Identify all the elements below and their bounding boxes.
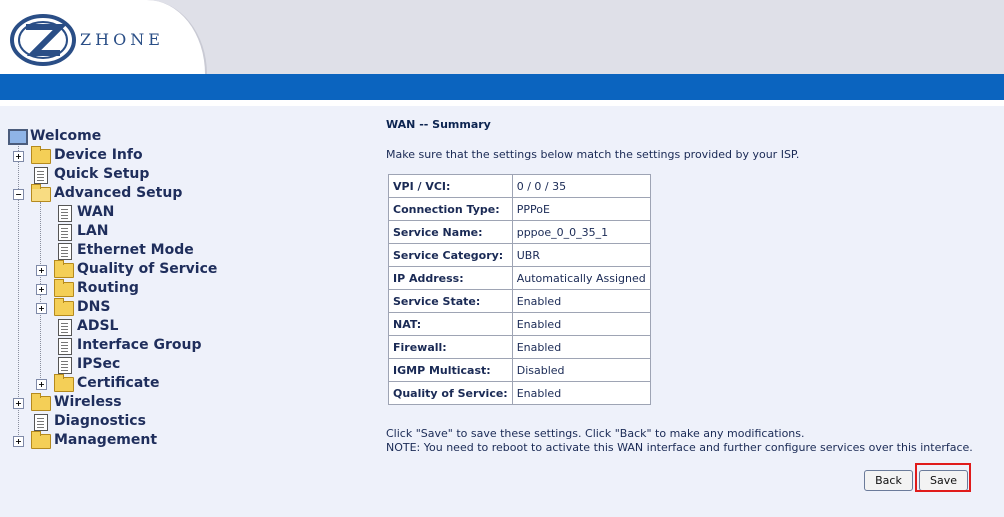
nav-label: Diagnostics [54, 413, 146, 429]
page-icon [34, 414, 48, 431]
folder-icon [54, 377, 74, 392]
nav-label: DNS [77, 299, 111, 315]
nav-label: Interface Group [77, 337, 202, 353]
row-key: Service Name: [389, 221, 513, 244]
row-key: Service Category: [389, 244, 513, 267]
row-key: Firewall: [389, 336, 513, 359]
nav-label: Welcome [30, 128, 102, 144]
folder-icon [54, 263, 74, 278]
table-row [389, 313, 651, 336]
save-instruction: Click "Save" to save these settings. Click "Back" to make any modifications. [386, 427, 805, 440]
nav-label: Wireless [54, 394, 122, 410]
row-key: NAT: [389, 313, 513, 336]
page-icon [58, 338, 72, 355]
folder-icon [54, 282, 74, 297]
page-icon [58, 205, 72, 222]
table-row [389, 221, 651, 244]
reboot-note: NOTE: You need to reboot to activate this WAN interface and further configure services over this interface. [386, 441, 973, 454]
nav-label: Advanced Setup [54, 185, 183, 201]
expand-icon[interactable]: + [36, 265, 47, 276]
table-row [389, 244, 651, 267]
row-value: UBR [512, 244, 650, 267]
nav-label: LAN [77, 223, 109, 239]
logo-panel [0, 0, 207, 74]
table-row [389, 267, 651, 290]
expand-icon[interactable]: + [36, 284, 47, 295]
row-value: PPPoE [512, 198, 650, 221]
computer-icon [8, 129, 28, 145]
page-title: WAN -- Summary [386, 118, 491, 131]
row-key: Quality of Service: [389, 382, 513, 405]
row-key: Service State: [389, 290, 513, 313]
row-key: VPI / VCI: [389, 175, 513, 198]
table-row [389, 175, 651, 198]
save-button[interactable]: Save [919, 470, 968, 491]
row-key: Connection Type: [389, 198, 513, 221]
back-button[interactable]: Back [864, 470, 913, 491]
table-row [389, 359, 651, 382]
nav-label: Ethernet Mode [77, 242, 194, 258]
row-key: IP Address: [389, 267, 513, 290]
nav-label: WAN [77, 204, 115, 220]
table-row [389, 336, 651, 359]
row-value: pppoe_0_0_35_1 [512, 221, 650, 244]
folder-icon [31, 149, 51, 164]
intro-text: Make sure that the settings below match the settings provided by your ISP. [386, 148, 800, 161]
nav-label: Quick Setup [54, 166, 150, 182]
row-value: Enabled [512, 313, 650, 336]
nav-label: Routing [77, 280, 139, 296]
row-value: Automatically Assigned [512, 267, 650, 290]
header-bar [0, 74, 1004, 100]
nav-label: Device Info [54, 147, 143, 163]
brand-name: ZHONE [80, 30, 164, 49]
folder-icon [31, 434, 51, 449]
page-icon [58, 319, 72, 336]
expand-icon[interactable]: + [13, 398, 24, 409]
collapse-icon[interactable]: − [13, 189, 24, 200]
instructions-text [386, 427, 973, 455]
table-row [389, 198, 651, 221]
page-icon [58, 224, 72, 241]
summary-table [388, 174, 651, 405]
table-row [389, 290, 651, 313]
page-icon [58, 243, 72, 260]
expand-icon[interactable]: + [36, 379, 47, 390]
nav-label: IPSec [77, 356, 121, 372]
expand-icon[interactable]: + [13, 151, 24, 162]
zhone-logo-icon [10, 13, 76, 67]
row-value: 0 / 0 / 35 [512, 175, 650, 198]
row-value: Enabled [512, 336, 650, 359]
table-row [389, 382, 651, 405]
nav-label: ADSL [77, 318, 119, 334]
row-value: Disabled [512, 359, 650, 382]
row-value: Enabled [512, 290, 650, 313]
page-icon [34, 167, 48, 184]
folder-open-icon [31, 187, 51, 202]
nav-label: Management [54, 432, 158, 448]
folder-icon [54, 301, 74, 316]
page-icon [58, 357, 72, 374]
save-highlight-box [915, 463, 971, 492]
nav-label: Certificate [77, 375, 160, 391]
row-key: IGMP Multicast: [389, 359, 513, 382]
header [0, 0, 1004, 74]
folder-icon [31, 396, 51, 411]
expand-icon[interactable]: + [36, 303, 47, 314]
expand-icon[interactable]: + [13, 436, 24, 447]
nav-label: Quality of Service [77, 261, 218, 277]
row-value: Enabled [512, 382, 650, 405]
